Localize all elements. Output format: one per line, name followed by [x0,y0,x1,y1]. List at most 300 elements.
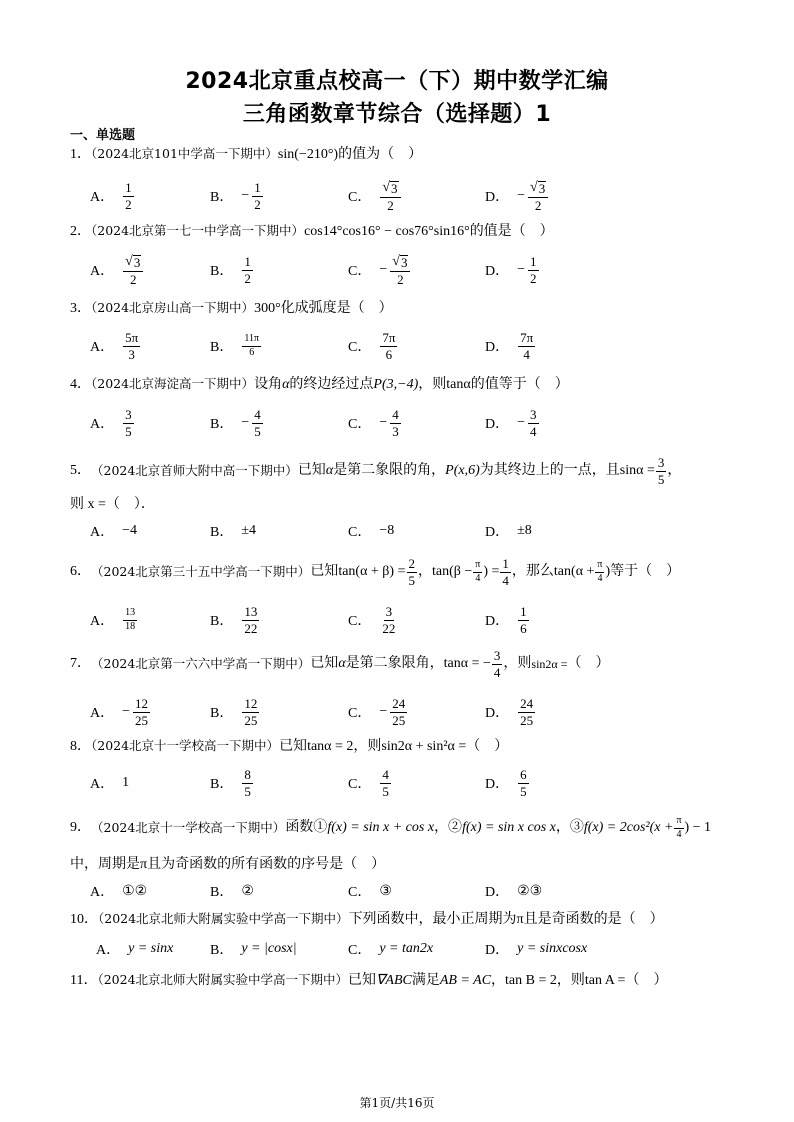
text-fragment: 4． [70,377,91,392]
text-fragment: tanα [446,377,471,392]
fraction [123,408,134,438]
option-label: D． [485,943,510,958]
text-fragment: ①② [122,883,148,899]
option-label: A． [90,264,115,279]
option-label: D． [485,706,510,721]
text-fragment: ) = [483,564,500,579]
option-b[interactable] [210,692,260,732]
text-fragment: ③ [379,883,392,899]
option-c[interactable] [348,600,398,640]
fraction [380,180,400,213]
text-fragment: 5 [254,423,261,439]
text-fragment: 22 [382,620,396,636]
text-fragment: 已知 [310,656,339,671]
option-label: D． [485,264,510,279]
option-label: B． [210,885,234,900]
text-fragment: 4 [502,572,509,588]
text-fragment: 2 [129,271,137,287]
text-fragment: 6 [385,346,393,362]
text-fragment: 25 [392,712,406,728]
option-b[interactable] [210,600,260,640]
section-heading: 一、单选题 [70,128,136,143]
text-fragment: √ [530,179,538,195]
text-fragment: 2 [254,196,261,212]
question-5 [70,455,730,487]
text-fragment: 2． [70,224,91,239]
text-fragment: 3 [125,406,132,422]
fraction [252,408,263,438]
option-label: A． [90,777,115,792]
option-label: A． [90,190,115,205]
option-a[interactable] [90,876,147,906]
fraction [656,456,667,486]
text-fragment: ) [605,564,611,579]
option-b[interactable] [210,876,254,906]
text-fragment: ，则 [418,377,447,392]
text-fragment: f(x) = sin x + cos x [327,820,435,835]
text-fragment: ) − 1 [684,820,712,835]
text-fragment: 7π [382,329,396,345]
text-fragment: 5 [520,783,527,799]
text-fragment: − [241,415,250,430]
text-fragment: tan(α + [553,564,595,579]
text-fragment: 8． [70,739,91,754]
fraction [380,605,397,635]
option-label: D． [485,614,510,629]
fraction [242,768,253,798]
text-fragment: ， [418,564,432,579]
text-fragment: 2 [534,197,542,213]
text-fragment: 25 [244,712,258,728]
option-b[interactable] [210,403,264,443]
option-label: A． [96,943,121,958]
option-label: A． [90,417,115,432]
text-fragment: 1 [244,253,251,269]
text-fragment: 已知 [297,463,326,478]
fraction [674,816,683,840]
text-fragment: 12 [244,695,258,711]
option-label: C． [348,340,372,355]
fraction [133,697,150,727]
text-fragment: （2024北京第一七一中学高一下期中） [91,223,305,238]
text-fragment: y = sinxcosx [517,941,588,956]
options-3 [90,326,730,366]
option-b[interactable] [210,763,254,803]
option-a[interactable] [96,934,173,964]
text-fragment: f(x) = 2cos²(x + [583,820,674,835]
text-fragment: P(3,−4) [373,377,419,392]
fraction [242,605,259,635]
option-c[interactable] [348,250,411,290]
text-fragment: − [379,262,388,277]
text-fragment: （2024北京北师大附属实验中学高一下期中） [98,911,349,926]
text-fragment: 4 [493,664,501,680]
text-fragment: （ ） [625,973,668,988]
option-b[interactable] [210,326,262,366]
fraction [123,181,134,211]
text-fragment: 4 [530,423,537,439]
text-fragment: 是第二象限的角， [333,463,446,478]
question-9 [70,812,730,844]
option-label: C． [348,706,372,721]
text-fragment: 3 [400,254,408,270]
text-fragment: 4 [382,766,389,782]
text-fragment: 2 [530,270,537,286]
option-label: A． [90,340,115,355]
fraction [492,649,503,679]
options-4 [90,403,730,443]
option-label: A． [90,706,115,721]
option-c[interactable] [348,876,392,906]
option-c[interactable] [348,692,408,732]
text-fragment [392,255,408,270]
text-fragment: − [517,262,526,277]
option-d[interactable] [485,176,549,216]
option-d[interactable] [485,876,542,906]
option-a[interactable] [90,250,144,290]
option-b[interactable] [210,176,264,216]
option-label: C． [348,190,372,205]
text-fragment: （ ） [466,739,509,754]
fraction [242,255,253,285]
option-a[interactable] [90,600,138,640]
text-fragment: tan B = 2 [505,973,557,988]
text-fragment: 的值是（ ） [469,224,554,239]
text-fragment: 5 [657,471,665,487]
fraction [123,608,137,632]
fraction [518,605,529,635]
text-fragment: sin2α + sin²α = [381,739,467,754]
option-d[interactable] [485,326,536,366]
question-number: 1． [70,147,91,162]
option-d[interactable] [485,763,530,803]
text-fragment: 6 [249,346,255,358]
text-fragment: 4 [676,828,682,840]
text-fragment: 7． [70,656,91,671]
text-fragment: ∇ABC [376,973,412,988]
fraction [123,254,143,287]
text-fragment: tan(β − [432,564,473,579]
fraction [518,331,535,361]
text-fragment: 为其终边上的一点，且 [479,463,620,478]
text-fragment: − [517,415,526,430]
text-fragment: ， [667,463,682,478]
text-fragment: 7π [520,329,534,345]
text-fragment: ② [241,883,254,899]
question-9-line2: 中，周期是π且为奇函数的所有函数的序号是（ ） [70,857,386,872]
text-fragment: 13 [123,608,137,621]
fraction [595,560,604,584]
text-fragment: α [282,377,290,392]
text-fragment: （2024北京首师大附中高一下期中） [91,463,298,478]
option-label: D． [485,190,510,205]
text-fragment: 的终边经过点 [289,377,374,392]
options-7 [90,692,730,732]
text-fragment: P(x,6) [445,463,480,478]
option-label: B． [210,525,234,540]
text-fragment: y = sinx [128,941,174,956]
option-label: C． [348,264,372,279]
option-label: B． [210,340,234,355]
text-fragment: 1 [530,253,537,269]
option-d[interactable] [485,934,587,964]
text-fragment: 等于（ ） [610,564,681,579]
option-label: D． [485,417,510,432]
text-fragment: √ [382,179,391,195]
text-fragment: （ ） [567,656,610,671]
text-fragment: π [674,816,683,829]
text-fragment: 22 [244,620,258,636]
text-fragment: 5． [70,463,91,478]
text-fragment: 300° [254,301,281,316]
text-fragment: 2 [387,197,394,213]
fraction [390,697,407,727]
option-d[interactable] [485,600,530,640]
text-fragment: 4 [392,406,399,422]
text-fragment: 25 [520,712,534,728]
option-a[interactable] [90,692,151,732]
text-fragment: tan A = [584,973,626,988]
text-fragment [380,180,400,198]
option-d[interactable] [485,403,540,443]
option-label: B． [210,614,234,629]
text-fragment: 3 [128,346,135,362]
text-fragment: （2024北京北师大附属实验中学高一下期中） [97,972,349,987]
option-c[interactable] [348,513,394,549]
text-fragment: α [325,463,334,478]
text-fragment: 1 [520,603,527,619]
fraction [390,254,410,287]
text-fragment: 是第二象限角， [345,656,444,671]
text-fragment: 1 [125,179,132,195]
text-fragment: （2024北京十一学校高一下期中） [91,820,286,835]
text-fragment [382,181,398,196]
option-label: B． [210,943,234,958]
text-fragment: 4 [475,572,481,584]
option-label: A． [90,525,115,540]
text-fragment: 11． [70,973,98,988]
question-source: （2024北京101中学高一下期中） [91,146,278,161]
text-fragment: 4 [254,406,261,422]
text-fragment: 5π [125,329,139,345]
text-fragment: sin2α = [531,657,568,671]
text-fragment: （2024北京十一学校高一下期中） [91,738,280,753]
options-10 [96,934,736,964]
option-label: B． [210,777,234,792]
text-fragment: −4 [122,523,138,538]
fraction [380,768,391,798]
text-fragment: ±8 [517,523,532,538]
text-fragment: 24 [520,695,534,711]
question-2 [70,219,730,244]
option-label: C． [348,525,372,540]
fraction [252,181,263,211]
option-label: C． [348,614,372,629]
option-b[interactable] [210,513,256,549]
option-a[interactable] [90,326,141,366]
question-3 [70,296,730,321]
option-c[interactable] [348,403,402,443]
text-fragment: ，② [434,820,463,835]
option-d[interactable] [485,250,540,290]
options-2 [90,250,730,290]
text-fragment: 18 [125,620,136,632]
text-fragment: ，则 [556,973,585,988]
text-fragment: 1 [502,555,509,571]
option-d[interactable] [485,513,532,549]
option-label: C． [348,885,372,900]
text-fragment: f(x) = sin x cos x [462,820,556,835]
option-label: A． [90,885,115,900]
text-fragment: 5 [125,423,132,439]
option-a[interactable] [90,763,129,803]
text-fragment: 化成弧度是（ ） [280,301,393,316]
option-label: C． [348,943,372,958]
fraction [528,255,539,285]
option-a[interactable] [90,403,135,443]
text-fragment: 6． [70,564,91,579]
option-b[interactable] [210,250,254,290]
text-fragment: 3 [391,180,398,196]
options-5 [90,513,730,549]
text-fragment: − [517,188,526,203]
text-fragment: ，则 [503,656,532,671]
fraction [380,331,397,361]
text-fragment: tan(α + β) = [338,564,406,579]
option-label: D． [485,885,510,900]
text-fragment: 2 [244,270,251,286]
fraction [123,331,140,361]
option-label: B． [210,417,234,432]
page-title-line1: 2024北京重点校高一（下）期中数学汇编 [185,69,609,94]
text-fragment: 1 [254,179,261,195]
option-label: C． [348,777,372,792]
text-fragment: √ [392,253,400,269]
text-fragment: ，那么 [511,564,554,579]
text-fragment: 1 [122,775,130,790]
text-fragment: 3． [70,301,91,316]
question-1 [70,142,730,167]
text-fragment: 8 [244,766,251,782]
text-fragment: −8 [379,523,395,538]
text-fragment: 3 [530,406,537,422]
text-fragment: ±4 [241,523,257,538]
question-4 [70,372,730,397]
option-c[interactable] [348,763,392,803]
options-9 [90,876,730,906]
option-c[interactable] [348,176,402,216]
text-fragment: y = tan2x [379,941,434,956]
question-stem: 的值为（ ） [338,147,423,162]
option-label: A． [90,614,115,629]
question-10 [70,907,730,932]
options-6 [90,600,730,640]
text-fragment: 已知 [310,564,339,579]
options-1 [90,176,730,216]
text-fragment: sinα = [619,463,655,478]
text-fragment: 6 [520,766,527,782]
text-fragment [125,255,141,270]
text-fragment: 13 [244,603,258,619]
text-fragment: tanα = − [443,656,491,671]
text-fragment: ， [491,973,506,988]
question-11 [70,968,730,993]
option-b[interactable] [210,934,297,964]
fraction [528,180,548,213]
fraction [390,408,401,438]
fraction [242,334,261,358]
text-fragment: 3 [385,603,393,619]
option-c[interactable] [348,326,398,366]
text-fragment: − [241,188,250,203]
fraction [518,697,535,727]
text-fragment: （2024北京第一六六中学高一下期中） [91,656,311,671]
text-fragment: 9． [70,820,91,835]
text-fragment: 4 [523,346,530,362]
text-fragment: 满足 [411,973,440,988]
option-label: B． [210,706,234,721]
text-fragment: 已知 [279,739,308,754]
text-fragment: 2 [408,555,415,571]
page-title-line2: 三角函数章节综合（选择题）1 [242,102,552,127]
option-c[interactable] [348,934,433,964]
text-fragment: 3 [392,423,399,439]
fraction [407,557,418,587]
math-expression: sin(−210°) [277,147,339,162]
fraction [518,768,529,798]
question-8 [70,734,730,759]
text-fragment: − [379,704,388,719]
text-fragment: 24 [392,695,406,711]
question-7 [70,648,730,680]
math-expression: cos14°cos16° − cos76°sin16° [304,224,470,239]
option-a[interactable] [90,176,135,216]
text-fragment: 设角 [254,377,283,392]
text-fragment: √ [125,253,133,269]
text-fragment: 的值等于（ ） [470,377,569,392]
text-fragment: y = |cosx| [241,941,297,956]
text-fragment: 函数① [285,820,328,835]
text-fragment: 2 [125,196,132,212]
text-fragment: 12 [135,695,149,711]
text-fragment [530,181,546,196]
option-label: D． [485,340,510,355]
text-fragment: （2024北京海淀高一下期中） [91,376,255,391]
question-6 [70,556,730,588]
text-fragment: 5 [408,572,415,588]
option-d[interactable] [485,692,536,732]
option-a[interactable] [90,513,137,549]
text-fragment: 4 [597,572,603,584]
fraction [500,557,511,587]
text-fragment: 3 [133,254,141,270]
text-fragment: （2024北京第三十五中学高一下期中） [91,564,311,579]
text-fragment [390,254,410,272]
option-label: D． [485,525,510,540]
text-fragment [528,180,548,198]
text-fragment: 2 [397,271,404,287]
text-fragment: （2024北京房山高一下期中） [91,300,255,315]
text-fragment: 10． [70,912,98,927]
text-fragment: 3 [657,454,665,470]
text-fragment: 已知 [348,973,377,988]
text-fragment: 11π [242,334,261,347]
text-fragment [123,254,143,272]
fraction [242,697,259,727]
text-fragment: π [595,560,604,573]
text-fragment: π [473,560,482,573]
question-5-line2: 则 x =（ ）． [70,497,155,512]
